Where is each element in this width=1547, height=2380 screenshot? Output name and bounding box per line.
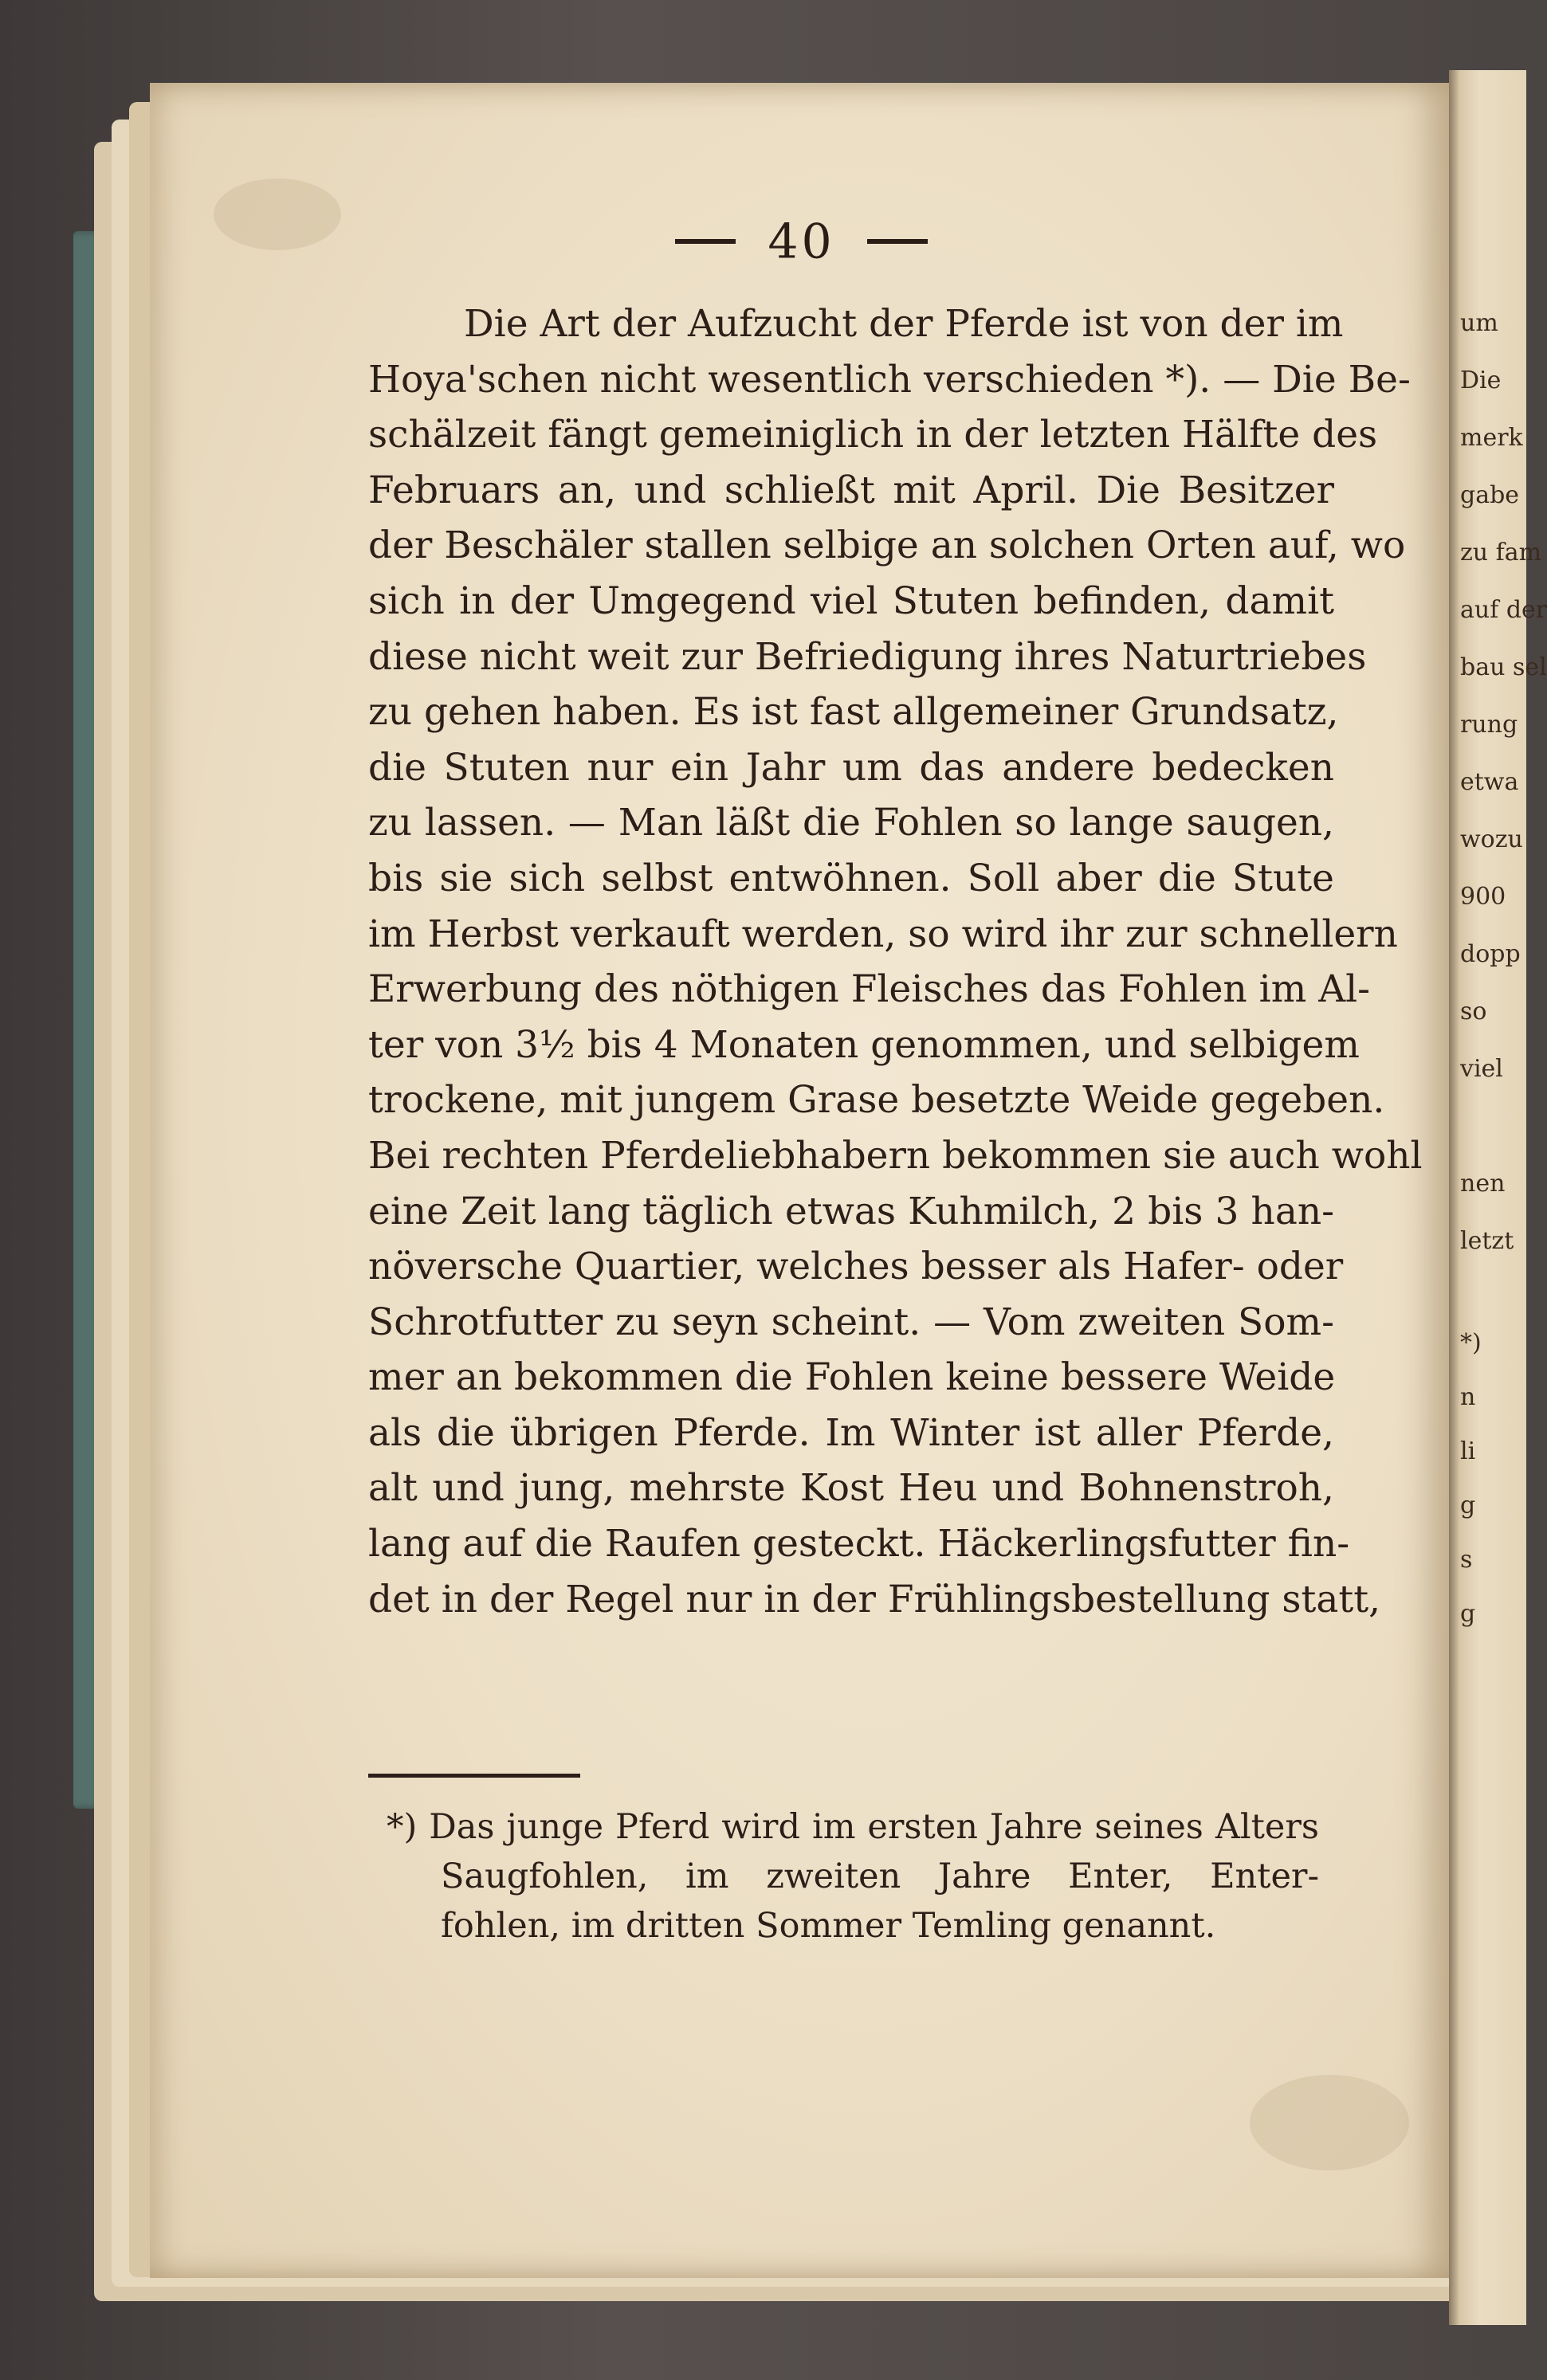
footnote-line: Saugfohlen, im zweiten Jahre Enter, Enter- bbox=[441, 1857, 1319, 1896]
text-line: Schrotfutter zu seyn scheint. — Vom zweiten Som- bbox=[368, 1300, 1334, 1344]
text-line: diese nicht weit zur Befriedigung ihres Naturtriebes bbox=[368, 634, 1367, 679]
next-page-fragment: zu fam bbox=[1460, 539, 1542, 567]
text-line: der Beschäler stallen selbige an solchen Orten auf, wo bbox=[368, 523, 1406, 568]
next-page-fragment: s bbox=[1460, 1546, 1473, 1574]
text-line: Hoya'schen nicht wesentlich verschieden *). — Die Be- bbox=[368, 357, 1411, 402]
text-line: Erwerbung des nöthigen Fleisches das Fohlen im Al- bbox=[368, 967, 1371, 1012]
next-page-fragment: viel bbox=[1460, 1055, 1503, 1083]
text-line: als die übrigen Pferde. Im Winter ist aller Pferde, bbox=[368, 1410, 1334, 1455]
next-page-fragment: merk bbox=[1460, 424, 1523, 452]
page-header bbox=[150, 210, 1453, 269]
text-line: alt und jung, mehrste Kost Heu und Bohnenstroh, bbox=[368, 1466, 1334, 1511]
footnote-line: fohlen, im dritten Sommer Temling genannt. bbox=[441, 1906, 1216, 1946]
next-page-fragment: *) bbox=[1460, 1329, 1482, 1357]
text-line: mer an bekommen die Fohlen keine bessere Weide bbox=[368, 1355, 1336, 1400]
next-page-fragment: n bbox=[1460, 1383, 1476, 1411]
text-line: lang auf die Raufen gesteckt. Häckerlingsfutter fin- bbox=[368, 1522, 1350, 1566]
text-line: zu lassen. — Man läßt die Fohlen so lange saugen, bbox=[368, 801, 1334, 845]
text-line: im Herbst verkauft werden, so wird ihr zur schnellern bbox=[368, 912, 1398, 956]
next-page-fragment: g bbox=[1460, 1492, 1476, 1519]
text-line: Bei rechten Pferdeliebhabern bekommen sie auch wohl bbox=[368, 1133, 1423, 1178]
next-page-fragment: etwa bbox=[1460, 768, 1519, 796]
text-line: zu gehen haben. Es ist fast allgemeiner Grundsatz, bbox=[368, 690, 1339, 735]
text-line: Februars an, und schließt mit April. Die Besitzer bbox=[368, 468, 1334, 512]
next-page-fragment: Die bbox=[1460, 367, 1502, 394]
footnote-rule bbox=[368, 1774, 580, 1778]
page-number: 40 bbox=[768, 214, 835, 270]
text-line: schälzeit fängt gemeiniglich in der letzten Hälfte des bbox=[368, 413, 1378, 457]
body-text bbox=[368, 296, 1423, 1627]
text-line: bis sie sich selbst entwöhnen. Soll aber die Stute bbox=[368, 856, 1334, 900]
text-line: eine Zeit lang täglich etwas Kuhmilch, 2 bis 3 han- bbox=[368, 1189, 1334, 1233]
text-line: die Stuten nur ein Jahr um das andere bedecken bbox=[368, 745, 1334, 790]
text-line: sich in der Umgegend viel Stuten befinden, damit bbox=[368, 578, 1334, 623]
next-page-fragment: gabe bbox=[1460, 481, 1520, 509]
text-line: ter von 3½ bis 4 Monaten genommen, und selbigem bbox=[368, 1022, 1360, 1067]
next-page-fragment: li bbox=[1460, 1437, 1476, 1465]
next-page-fragment: um bbox=[1460, 309, 1498, 337]
next-page-fragment: rung bbox=[1460, 711, 1518, 739]
header-dash-left bbox=[675, 239, 736, 244]
next-page-fragment: wozu bbox=[1460, 825, 1523, 853]
paper-stain bbox=[1250, 2075, 1409, 2170]
text-line: det in der Regel nur in der Frühlingsbestellung statt, bbox=[368, 1577, 1381, 1621]
next-page-fragment: 900 bbox=[1460, 883, 1506, 911]
next-page-fragment: bau sel bbox=[1460, 653, 1547, 681]
next-page-fragment: dopp bbox=[1460, 940, 1521, 968]
text-line: Die Art der Aufzucht der Pferde ist von der im bbox=[464, 302, 1344, 346]
next-page-fragment: so bbox=[1460, 998, 1487, 1025]
next-page-edge bbox=[1449, 70, 1547, 2325]
text-line: trockene, mit jungem Grase besetzte Weide gegeben. bbox=[368, 1078, 1385, 1123]
text-line: növersche Quartier, welches besser als Hafer- oder bbox=[368, 1245, 1344, 1289]
next-page-fragment: letzt bbox=[1460, 1227, 1514, 1255]
footnote bbox=[387, 1802, 1319, 1951]
next-page-fragment: nen bbox=[1460, 1170, 1506, 1198]
footnote-line: *) Das junge Pferd wird im ersten Jahre seines Alters bbox=[387, 1807, 1319, 1847]
header-dash-right bbox=[867, 239, 928, 244]
next-page-fragment: auf der bbox=[1460, 596, 1547, 624]
next-page-fragment: g bbox=[1460, 1600, 1476, 1628]
